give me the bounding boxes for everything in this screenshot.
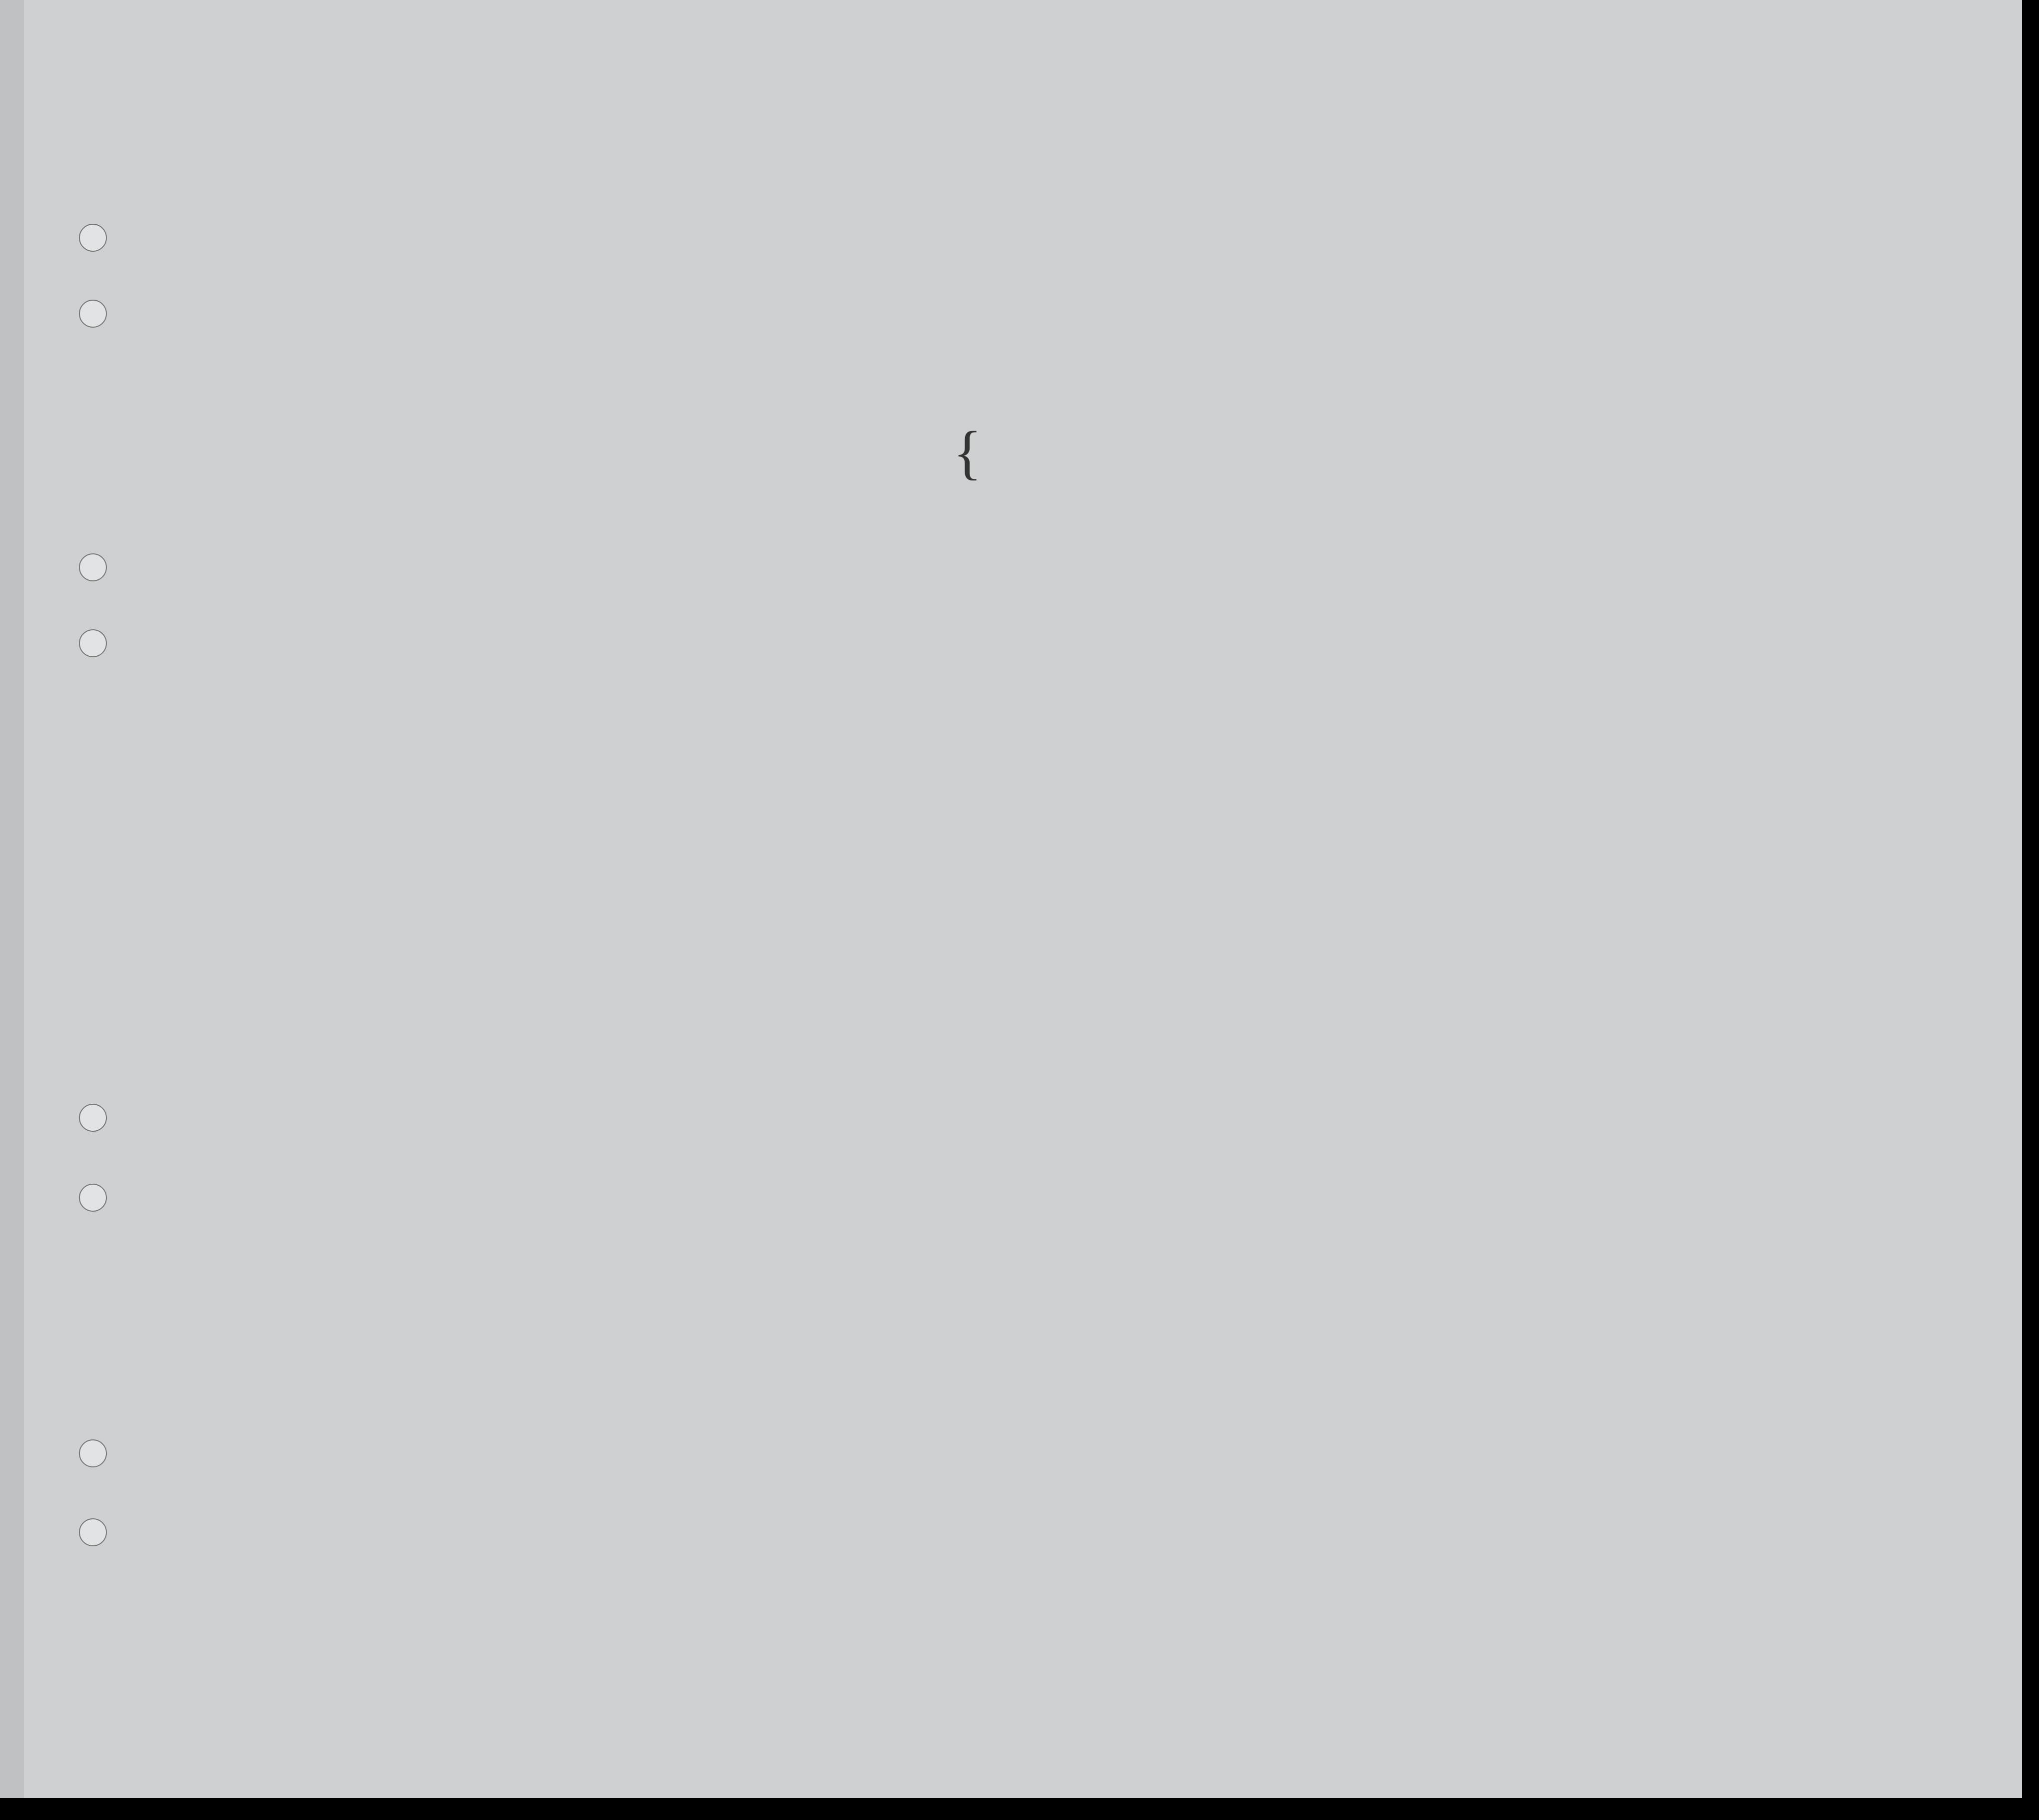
- table-grid: [24, 0, 2022, 1798]
- manifest-sheet: [24, 0, 2022, 1798]
- brace: {: [953, 419, 982, 485]
